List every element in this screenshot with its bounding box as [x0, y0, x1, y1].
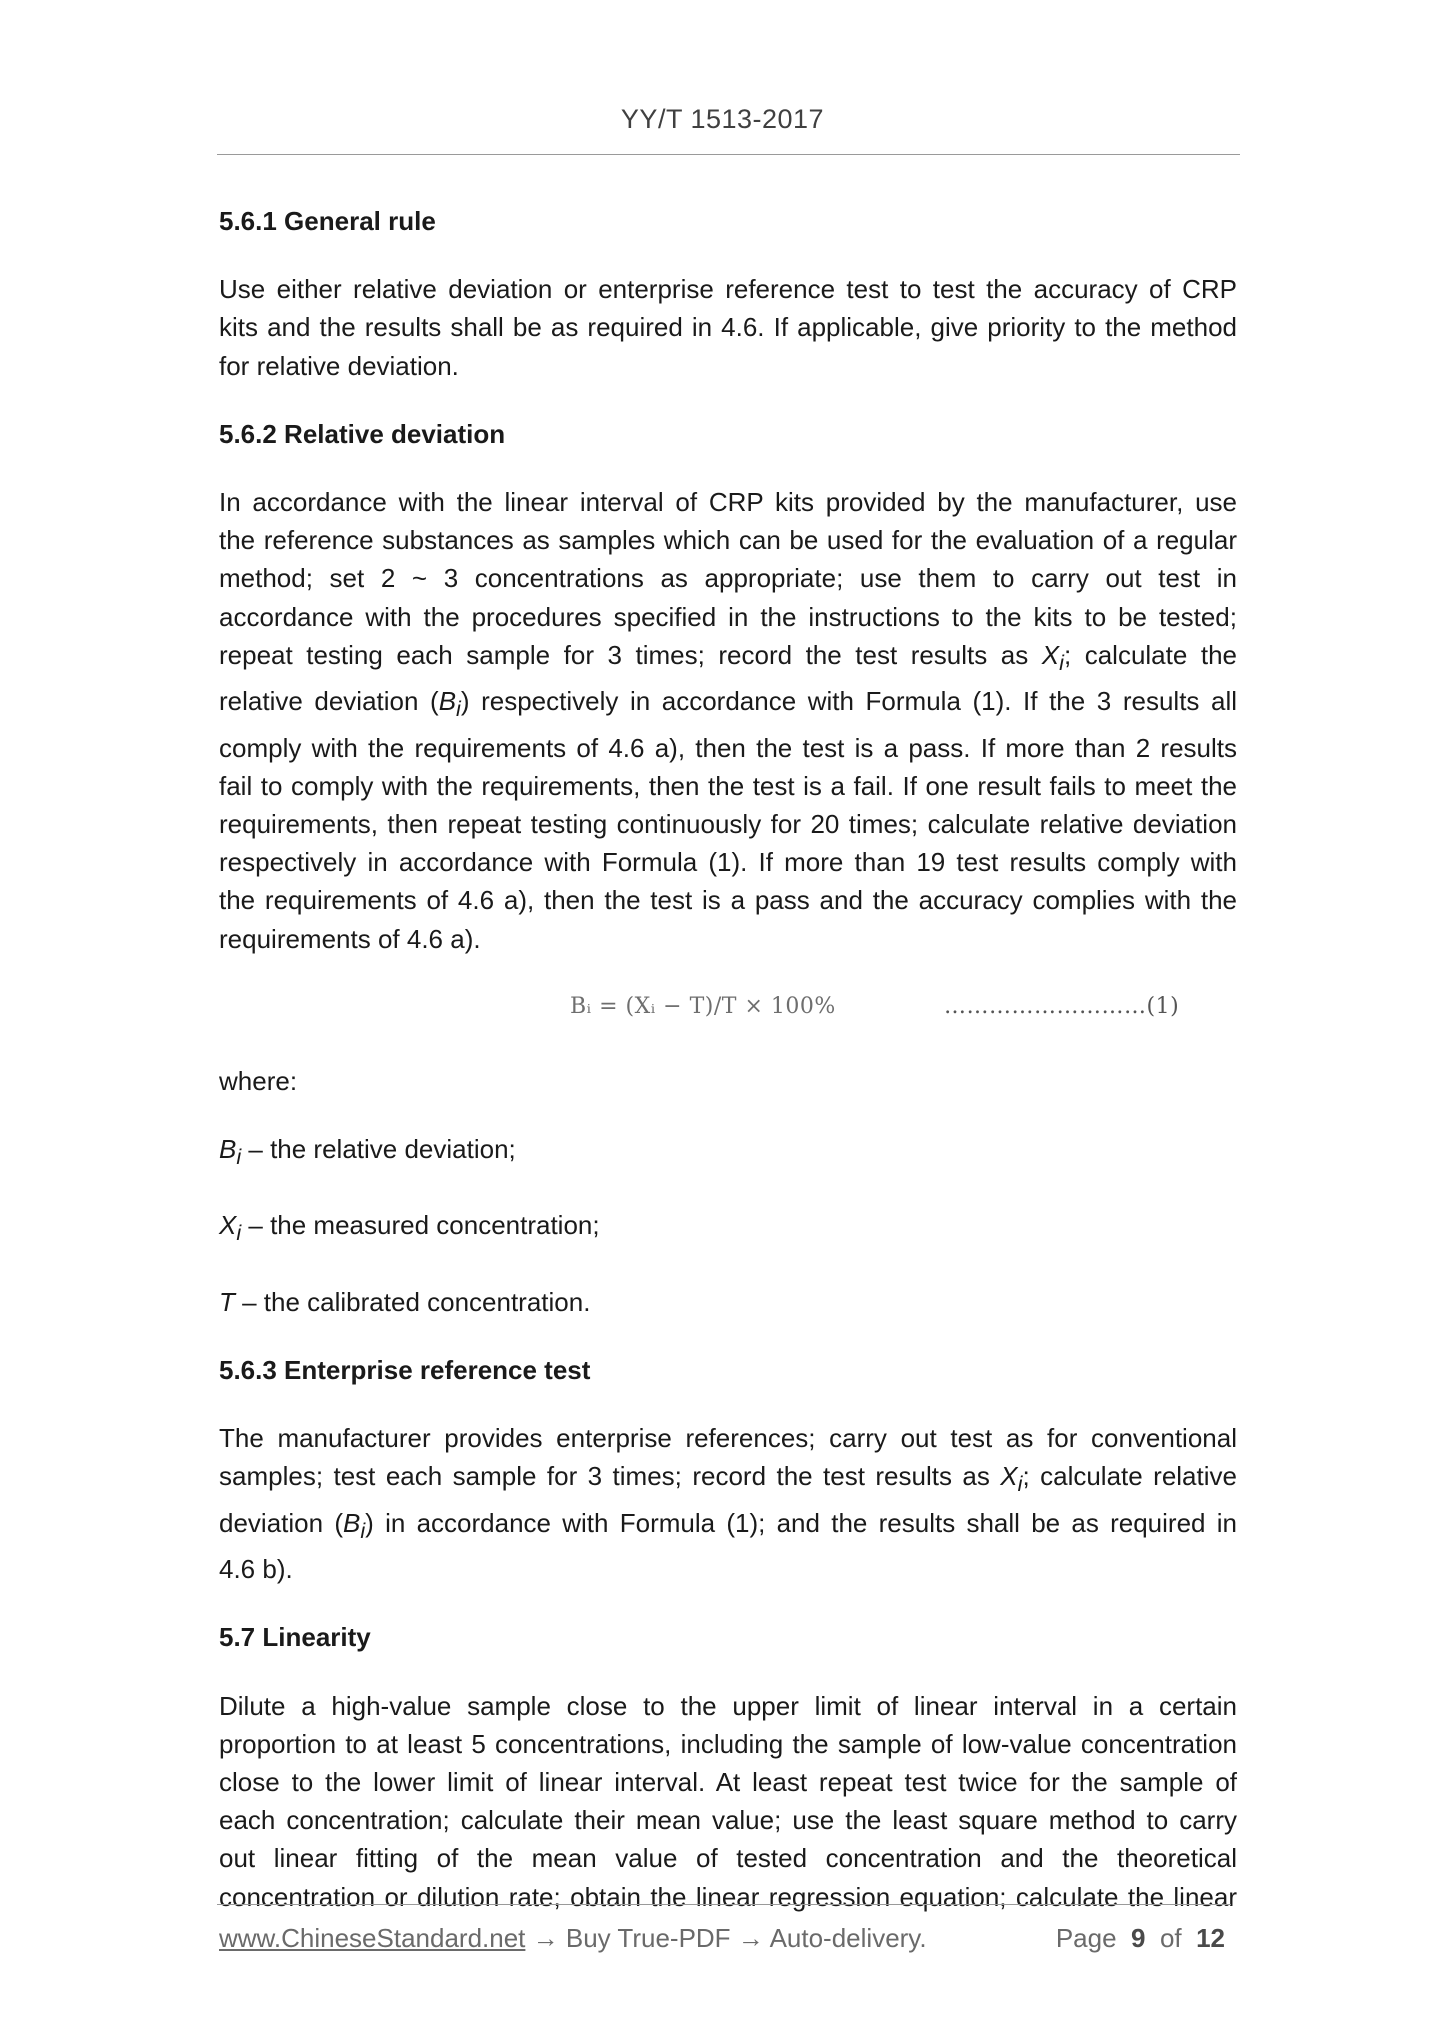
text-line: method; set 2 ~ 3 concentrations as appropriate; use them to carry out test in	[219, 563, 1237, 594]
subscript: i	[456, 696, 461, 722]
formula-1	[219, 988, 1237, 1032]
text-line: accordance with the procedures specified in the instructions to the kits to be tested;	[219, 601, 1237, 632]
document-body	[219, 202, 1237, 1946]
text-line: 4.6 b).	[219, 1554, 293, 1585]
definition-text: – the relative deviation;	[241, 1134, 516, 1165]
text-line	[219, 636, 1237, 682]
subscript: i	[1017, 1471, 1023, 1497]
text-line: fail to comply with the requirements, then the test is a fail. If one result fails to meet the	[219, 770, 1237, 801]
definition-text: – the calibrated concentration.	[234, 1286, 591, 1317]
text-line: concentration or dilution rate; obtain the linear regression equation; calculate the linear	[219, 1881, 1237, 1912]
page-total: 12	[1196, 1923, 1225, 1953]
paragraph-5-6-2	[219, 483, 1237, 958]
section-heading-5-6-1: 5.6.1 General rule	[219, 206, 436, 236]
page-word: Page	[1055, 1923, 1117, 1953]
definition-text: – the measured concentration;	[241, 1210, 600, 1241]
formula-number: ………………………(1)	[944, 993, 1180, 1019]
text-line	[219, 1504, 1237, 1550]
subscript: i	[360, 1518, 366, 1543]
formula-expression: Bᵢ = (Xᵢ − T)/T × 100%	[570, 993, 836, 1019]
footer-tagline: → Buy True-PDF → Auto-delivery.	[525, 1923, 927, 1953]
variable-symbol: B	[438, 686, 457, 717]
text-line: In accordance with the linear interval of CRP kits provided by the manufacturer, use	[219, 487, 1237, 518]
text-fragment: ; calculate the	[1063, 639, 1237, 670]
section-heading-5-6-2: 5.6.2 Relative deviation	[219, 418, 506, 449]
text-line: close to the lower limit of linear interval. At least repeat test twice for the sample of	[219, 1767, 1237, 1798]
text-line: for relative deviation.	[219, 350, 459, 381]
text-line	[219, 1457, 1237, 1503]
paragraph-5-6-1	[219, 270, 1237, 385]
where-label: where:	[219, 1065, 298, 1096]
header-divider	[217, 154, 1240, 155]
paragraph-5-6-3	[219, 1419, 1237, 1588]
text-fragment: relative deviation (	[219, 686, 439, 717]
text-line: proportion to at least 5 concentrations, including the sample of low-value concentration	[219, 1728, 1237, 1759]
text-fragment: repeat testing each sample for 3 times; record the test results as	[219, 639, 1042, 670]
text-line: requirements, then repeat testing continuously for 20 times; calculate relative deviation	[219, 809, 1237, 840]
text-fragment: samples; test each sample for 3 times; record the test results as	[219, 1461, 1001, 1492]
website-link[interactable]: www.ChineseStandard.net	[219, 1923, 526, 1953]
text-line: each concentration; calculate their mean value; use the least square method to carry	[219, 1805, 1237, 1836]
of-word: of	[1159, 1923, 1182, 1953]
text-fragment: ; calculate relative	[1022, 1461, 1237, 1492]
text-line: Use either relative deviation or enterprise reference test to test the accuracy of CRP	[219, 274, 1237, 305]
variable-symbol: B	[343, 1507, 361, 1538]
symbol: X	[219, 1210, 237, 1241]
paragraph-5-7	[219, 1687, 1237, 1916]
footer-promo	[219, 1923, 927, 1954]
text-line: Dilute a high-value sample close to the upper limit of linear interval in a certain	[219, 1690, 1237, 1721]
text-fragment: deviation (	[219, 1507, 343, 1538]
text-line: kits and the results shall be as required in 4.6. If applicable, give priority to the method	[219, 312, 1237, 343]
page-number: 9	[1131, 1923, 1146, 1953]
text-line: requirements of 4.6 a).	[219, 923, 481, 954]
subscript: i	[1059, 650, 1064, 676]
definition-t	[219, 1283, 1237, 1321]
text-fragment: ) in accordance with Formula (1); and the results shall be as required in	[365, 1507, 1237, 1538]
section-heading-5-7: 5.7 Linearity	[219, 1622, 371, 1653]
text-line	[219, 682, 1237, 728]
page-indicator	[1056, 1923, 1225, 1954]
text-line: The manufacturer provides enterprise references; carry out test as for conventional	[219, 1423, 1237, 1454]
document-header: YY/T 1513-2017	[620, 104, 825, 134]
text-line: respectively in accordance with Formula (1). If more than 19 test results comply with	[219, 847, 1237, 878]
symbol: B	[219, 1134, 237, 1165]
symbol: T	[219, 1286, 235, 1317]
definition-x	[219, 1206, 1237, 1252]
definition-b	[219, 1130, 1237, 1176]
section-heading-5-6-3: 5.6.3 Enterprise reference test	[219, 1355, 591, 1386]
footer-divider	[217, 1904, 1231, 1905]
text-line: comply with the requirements of 4.6 a), then the test is a pass. If more than 2 results	[219, 732, 1237, 763]
subscript: i	[236, 1144, 242, 1170]
variable-symbol: X	[1041, 639, 1060, 670]
page-footer	[219, 1923, 1233, 1963]
text-line: the requirements of 4.6 a), then the test is a pass and the accuracy complies with the	[219, 885, 1237, 916]
text-line: out linear fitting of the mean value of tested concentration and the theoretical	[219, 1843, 1237, 1874]
subscript: i	[236, 1220, 242, 1246]
text-line: the reference substances as samples which can be used for the evaluation of a regular	[219, 525, 1237, 556]
text-fragment: ) respectively in accordance with Formula (1). If the 3 results all	[460, 686, 1237, 717]
variable-symbol: X	[1000, 1461, 1018, 1492]
